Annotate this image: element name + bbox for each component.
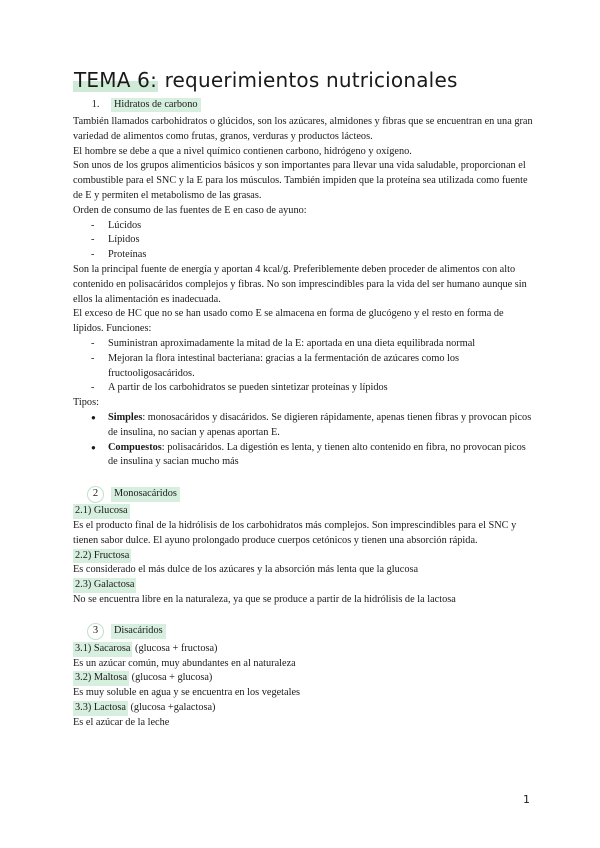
list-item: - Suministran aproximadamente la mitad de la E: aportada en una dieta equilibrada normal xyxy=(91,337,533,352)
functions-list xyxy=(73,337,533,396)
galactosa-label: 2.3) Galactosa xyxy=(73,578,136,593)
paragraph: Es un azúcar común, muy abundantes en al naturaleza xyxy=(73,657,296,669)
types-list xyxy=(73,411,533,470)
sacarosa-formula: (glucosa + fructosa) xyxy=(132,642,218,654)
type-term: Simples xyxy=(108,411,143,423)
paragraph: Es considerado el más dulce de los azúcares y la absorción más lenta que la glucosa xyxy=(73,564,419,576)
title-highlight: TEMA 6: xyxy=(74,68,158,92)
page-title xyxy=(73,68,458,92)
fructosa-label: 2.2) Fructosa xyxy=(73,549,131,564)
paragraph: Es el azúcar de la leche xyxy=(73,716,170,728)
section-3-title: Disacáridos xyxy=(111,624,166,639)
types-label: Tipos: xyxy=(73,397,99,409)
lactosa-label: 3.3) Lactosa xyxy=(73,701,128,716)
document-body xyxy=(73,95,533,730)
paragraph: Es muy soluble en agua y se encuentra en los vegetales xyxy=(73,687,301,699)
list-item xyxy=(91,411,533,441)
sacarosa-label: 3.1) Sacarosa xyxy=(73,642,132,657)
subheading xyxy=(73,701,533,716)
maltosa-formula: (glucosa + glucosa) xyxy=(129,672,213,684)
paragraph: Son la principal fuente de energía y aportan 4 kcal/g. Preferiblemente deben proceder de alimentos con alto contenido en polisacáridos complejos y fibras. No son imprescindibles para la vida del ser humano aunque sin ellos la alimentación es inadecuada. xyxy=(73,263,527,305)
list-item: - Proteínas xyxy=(91,248,533,263)
type-text: : monosacáridos y disacáridos. Se digieren rápidamente, apenas tienen fibras y provocan picos de insulina, no sacian y apenas aportan E. xyxy=(108,411,532,438)
section-1-title: Hidratos de carbono xyxy=(111,98,201,113)
paragraph: No se encuentra libre en la naturaleza, ya que se produce a partir de la hidrólisis de la lactosa xyxy=(73,593,456,605)
paragraph: Son unos de los grupos alimenticios básicos y son importantes para llevar una vida saludable, proporcionan el combustible para el SNC y la E para los músculos. También impiden que la proteína sea utilizada como fuente de E y permiten el metabolismo de las grasas. xyxy=(73,160,528,201)
glucosa-label: 2.1) Glucosa xyxy=(73,504,130,519)
subheading xyxy=(73,504,533,519)
section-1-heading xyxy=(87,95,533,115)
subheading xyxy=(73,642,533,657)
subheading xyxy=(73,578,533,593)
paragraph: El exceso de HC que no se han usado como E se almacena en forma de glucógeno y el resto en forma de lípidos. Funciones: xyxy=(73,308,504,335)
section-2-heading xyxy=(87,484,533,504)
lactosa-formula: (glucosa +galactosa) xyxy=(127,701,216,713)
maltosa-label: 3.2) Maltosa xyxy=(73,671,129,686)
title-rest: requerimientos nutricionales xyxy=(158,68,458,92)
subheading xyxy=(73,671,533,686)
list-item xyxy=(91,441,533,471)
section-3-number: 3 xyxy=(87,623,104,640)
page-number: 1 xyxy=(523,793,530,806)
paragraph: Es el producto final de la hidrólisis de los carbohidratos más complejos. Son imprescindibles para el SNC y tienen sabor dulce. El ayuno prolongado produce cuerpos cetónicos y tienen una absorción rápida. xyxy=(73,519,517,546)
section-2-title: Monosacáridos xyxy=(111,487,180,502)
list-item: - Lípidos xyxy=(91,233,533,248)
paragraph: El hombre se debe a que a nivel químico contienen carbono, hidrógeno y oxígeno. xyxy=(73,145,412,157)
paragraph: Orden de consumo de las fuentes de E en caso de ayuno: xyxy=(73,204,307,216)
section-1-number: 1. xyxy=(91,98,100,110)
list-item: - Mejoran la flora intestinal bacteriana: gracias a la fermentación de azúcares como los fructooligosacáridos. xyxy=(91,352,533,382)
section-3-heading xyxy=(87,622,533,642)
subheading xyxy=(73,549,533,564)
list-item: - Lúcidos xyxy=(91,219,533,234)
energy-order-list xyxy=(73,219,533,263)
paragraph: También llamados carbohidratos o glúcidos, son los azúcares, almidones y fibras que se encuentran en una gran variedad de alimentos como frutas, granos, verduras y productos lácteos. xyxy=(73,116,533,142)
list-item: - A partir de los carbohidratos se pueden sintetizar proteínas y lípidos xyxy=(91,381,533,396)
type-text: : polisacáridos. La digestión es lenta, y tienen alto contenido en fibra, no provocan picos de insulina y sacian mucho más xyxy=(108,441,526,468)
type-term: Compuestos xyxy=(108,441,162,453)
section-2-number: 2 xyxy=(87,486,104,503)
